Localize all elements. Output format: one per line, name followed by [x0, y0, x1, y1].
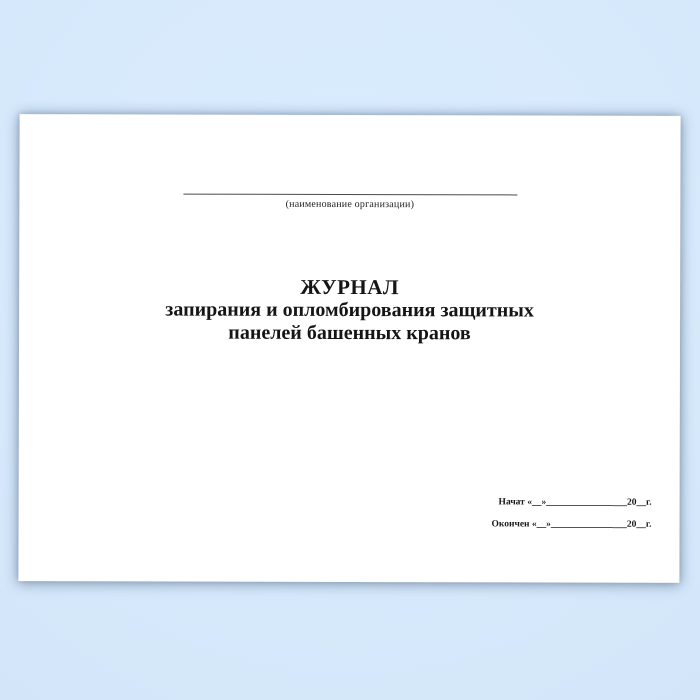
journal-cover-page	[18, 114, 680, 583]
date-finished-line: Окончен «__»________________20__г.	[491, 519, 652, 530]
organization-name-caption: (наименование организации)	[285, 198, 415, 211]
journal-title-word: ЖУРНАЛ	[300, 274, 400, 300]
organization-name-block	[20, 114, 681, 211]
journal-title-subject-line-1: запирания и опломбирования защитных	[165, 298, 534, 322]
date-started-line: Начат «__»_________________20__г.	[498, 497, 652, 508]
journal-title	[19, 274, 680, 346]
journal-dates-block	[491, 497, 651, 541]
journal-title-subject-line-2: панелей башенных кранов	[228, 321, 471, 345]
organization-name-blank-line	[183, 194, 517, 196]
